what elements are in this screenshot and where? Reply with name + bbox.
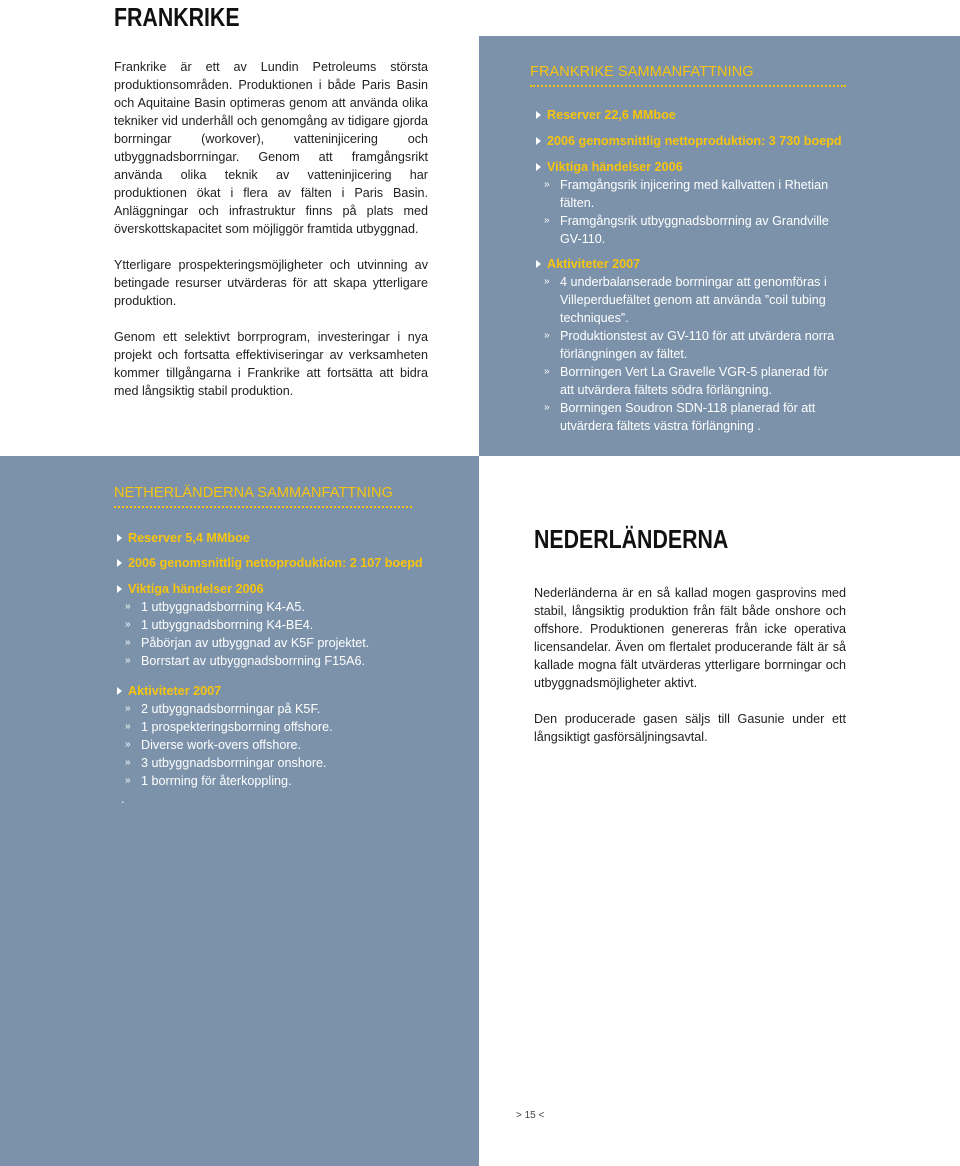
page-title-nederlanderna: NEDERLÄNDERNA: [534, 524, 729, 554]
double-chevron-icon: »: [544, 276, 550, 287]
paragraph: Den producerade gasen säljs till Gasunie under ett långsiktigt gasförsäljningsavtal.: [534, 712, 846, 744]
paragraph: Nederländerna är en så kallad mogen gasprovins med stabil, långsiktig produktion från fält både onshore och offshore. Produktionen genereras från icke operativa licensandelar. Även om flertalet producerande fält är så kallade mogna fält utvärderas ytterligare borrningar och utbyggnadsmöjligheter aktivt.: [534, 586, 846, 690]
summary-title: FRANKRIKE SAMMANFATTNING: [530, 64, 754, 80]
double-chevron-icon: »: [125, 721, 131, 732]
double-chevron-icon: »: [544, 330, 550, 341]
triangle-bullet-icon: [536, 163, 541, 171]
list-item: » 4 underbalanserade borrningar att genomföras i Villeperduefältet genom att använda ”coil tubing techniques”.: [544, 275, 827, 325]
double-chevron-icon: »: [544, 402, 550, 413]
frankrike-body: [114, 58, 428, 418]
page-number: > 15 <: [516, 1110, 545, 1121]
triangle-bullet-icon: [536, 137, 541, 145]
reserves-item: Reserver 5,4 MMboe: [117, 529, 457, 547]
triangle-bullet-icon: [117, 585, 122, 593]
double-chevron-icon: »: [125, 739, 131, 750]
double-chevron-icon: »: [125, 601, 131, 612]
activities-section: Aktiviteter 2007 » 4 underbalanserade borrningar att genomföras i Villeperduefältet genom att använda ”coil tubing techniques”. » Produktionstest av GV-110 för att utvärdera norra förlängningen av fältet. » Borrningen Vert La Gravelle VGR-5 planerad för att utvärdera fältets södra förlängning. » Borrningen Soudron SDN-118 planerad för att utvärdera fältets västra förlängning .: [536, 255, 836, 435]
list-item: » Framgångsrik injicering med kallvatten i Rhetian fälten.: [544, 178, 829, 210]
list-item: » Påbörjan av utbyggnad av K5F projektet.: [125, 636, 370, 650]
triangle-bullet-icon: [117, 687, 122, 695]
activities-section: Aktiviteter 2007 » 2 utbyggnadsborrningar på K5F. » 1 prospekteringsborrning offshore. » Diverse work-overs offshore. » 3 utbyggnadsborrningar onshore. » 1 borrning för återkoppling.: [117, 682, 437, 790]
nederlanderna-summary-box: [0, 456, 479, 1166]
list-item: » 3 utbyggnadsborrningar onshore.: [125, 756, 327, 770]
triangle-bullet-icon: [536, 260, 541, 268]
list-item: » Borrstart av utbyggnadsborrning F15A6.: [125, 654, 366, 668]
dotted-divider: [530, 85, 846, 87]
double-chevron-icon: »: [544, 179, 550, 190]
list-item: » Borrningen Vert La Gravelle VGR-5 planerad för att utvärdera fältets södra förlängning.: [544, 365, 829, 397]
list-item: » 1 utbyggnadsborrning K4-A5.: [125, 600, 305, 614]
reserves-item: Reserver 22,6 MMboe: [536, 106, 916, 124]
paragraph: Ytterligare prospekteringsmöjligheter och utvinning av betingade resurser utvärderas för att skapa ytterligare produktion.: [114, 258, 428, 308]
double-chevron-icon: »: [125, 619, 131, 630]
list-item: » Produktionstest av GV-110 för att utvärdera norra förlängningen av fältet.: [544, 329, 835, 361]
list-item: » 1 prospekteringsborrning offshore.: [125, 720, 333, 734]
events-section: Viktiga händelser 2006 » Framgångsrik injicering med kallvatten i Rhetian fälten. » Framgångsrik utbyggnadsborrning av Grandville GV-110.: [536, 158, 836, 248]
paragraph: Genom ett selektivt borrprogram, investeringar i nya projekt och fortsatta effektiviseringar av verksamheten kommer tillgångarna i Frankrike att fortsätta att bidra med långsiktig stabil produktion.: [114, 330, 428, 398]
trailing-mark: .: [121, 792, 125, 806]
list-item: » Framgångsrik utbyggnadsborrning av Grandville GV-110.: [544, 214, 829, 246]
double-chevron-icon: »: [125, 655, 131, 666]
production-item: 2006 genomsnittlig nettoproduktion: 2 107 boepd: [117, 554, 457, 572]
frankrike-summary-box: [479, 36, 960, 456]
double-chevron-icon: »: [125, 775, 131, 786]
events-section: Viktiga händelser 2006 » 1 utbyggnadsborrning K4-A5. » 1 utbyggnadsborrning K4-BE4. » Påbörjan av utbyggnad av K5F projektet. » Borrstart av utbyggnadsborrning F15A6.: [117, 580, 437, 670]
triangle-bullet-icon: [536, 111, 541, 119]
double-chevron-icon: »: [544, 366, 550, 377]
list-item: » 1 borrning för återkoppling.: [125, 774, 292, 788]
dotted-divider: [114, 506, 412, 508]
production-item: 2006 genomsnittlig nettoproduktion: 3 730 boepd: [536, 132, 916, 150]
list-item: » 2 utbyggnadsborrningar på K5F.: [125, 702, 321, 716]
list-item: » Diverse work-overs offshore.: [125, 738, 302, 752]
triangle-bullet-icon: [117, 534, 122, 542]
double-chevron-icon: »: [125, 757, 131, 768]
paragraph: Frankrike är ett av Lundin Petroleums största produktionsområden. Produktionen i både Paris Basin och Aquitaine Basin optimeras genom att använda olika tekniker vid underhåll och genomgång av tidigare gjorda borrningar (workover), vatteninjicering och utbyggnadsborrningar. Genom att framgångsrikt använda olika teknik av vatteninjicering har produktionen ökat i flera av fälten i Paris Basin. Anläggningar och infrastruktur finns på plats med överskottskapacitet som möjliggör framtida utbyggnad.: [114, 60, 428, 236]
triangle-bullet-icon: [117, 559, 122, 567]
nederlanderna-body: [534, 584, 846, 764]
summary-title: NETHERLÄNDERNA SAMMANFATTNING: [114, 485, 393, 501]
double-chevron-icon: »: [125, 637, 131, 648]
double-chevron-icon: »: [125, 703, 131, 714]
double-chevron-icon: »: [544, 215, 550, 226]
list-item: » Borrningen Soudron SDN-118 planerad för att utvärdera fältets västra förlängning .: [544, 401, 816, 433]
list-item: » 1 utbyggnadsborrning K4-BE4.: [125, 618, 314, 632]
page-title-frankrike: FRANKRIKE: [114, 2, 240, 32]
